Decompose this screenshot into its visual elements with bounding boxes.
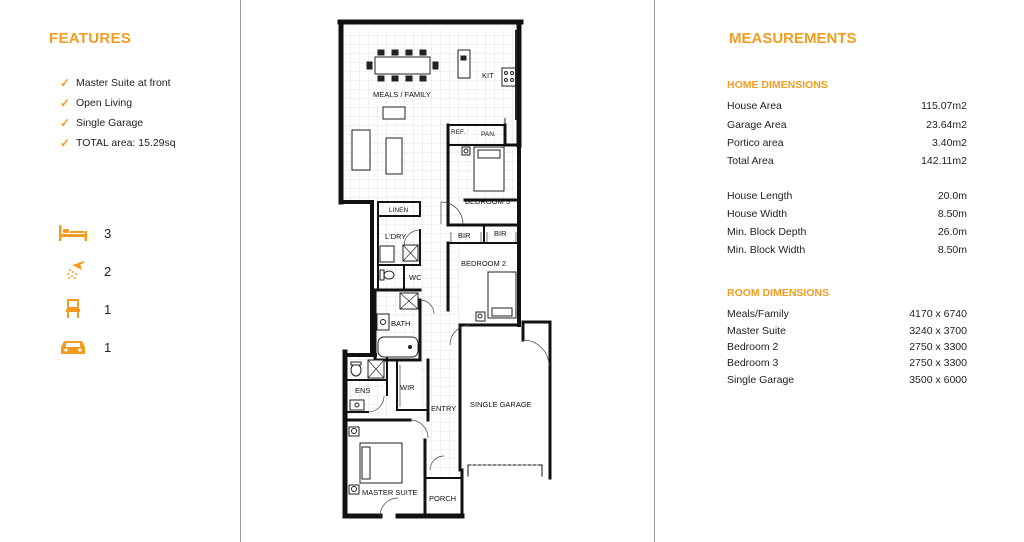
room-dimension-row <box>727 308 967 320</box>
toilets-stat <box>58 298 112 320</box>
bathrooms-count: 2 <box>104 263 112 279</box>
check-icon: ✓ <box>60 76 71 90</box>
feature-label: Open Living <box>76 97 133 109</box>
dimension-label: Bedroom 2 <box>727 341 779 353</box>
home-dimension-row <box>727 208 967 220</box>
dimension-label: Total Area <box>727 155 774 167</box>
bathrooms-stat <box>58 260 112 282</box>
bed-icon <box>58 223 88 243</box>
tiled-floor-hall <box>420 200 460 475</box>
room-label-meals-family: MEALS / FAMILY <box>373 90 431 99</box>
dimension-label: Master Suite <box>727 325 786 337</box>
dimension-value: 23.64m2 <box>926 119 967 131</box>
dimension-label: Garage Area <box>727 119 787 131</box>
features-list <box>60 73 176 153</box>
check-icon: ✓ <box>60 96 71 110</box>
dimension-value: 3500 x 6000 <box>909 374 967 386</box>
room-dimension-row <box>727 374 967 386</box>
left-divider <box>240 0 241 542</box>
bedrooms-stat <box>58 222 112 244</box>
dimension-label: Meals/Family <box>727 308 789 320</box>
room-label-kit: KIT <box>482 71 494 80</box>
home-dimension-row <box>727 119 967 131</box>
feature-item <box>60 113 176 133</box>
dimension-label: House Length <box>727 190 793 202</box>
room-label-wir: WIR <box>400 383 415 392</box>
right-divider <box>654 0 655 542</box>
dimension-value: 2750 x 3300 <box>909 357 967 369</box>
garage-count: 1 <box>104 339 112 355</box>
dimension-value: 142.11m2 <box>921 155 967 167</box>
room-label-ref: REF. <box>451 129 466 136</box>
feature-item <box>60 93 176 113</box>
room-label-porch: PORCH <box>429 494 457 503</box>
room-label-linen: LINEN <box>389 207 409 214</box>
dimension-label: Single Garage <box>727 374 795 386</box>
room-label-ldry: L'DRY <box>385 232 407 241</box>
check-icon: ✓ <box>60 136 71 150</box>
dimension-value: 20.0m <box>937 190 967 202</box>
dimension-label: House Width <box>727 208 788 220</box>
home-dimension-row <box>727 226 967 238</box>
feature-item <box>60 73 176 93</box>
room-label-pan: PAN. <box>481 131 496 138</box>
dimension-value: 115.07m2 <box>921 100 967 112</box>
home-dimensions-title: HOME DIMENSIONS <box>727 79 828 91</box>
bedrooms-count: 3 <box>104 225 112 241</box>
room-dimension-row <box>727 325 967 337</box>
check-icon: ✓ <box>60 116 71 130</box>
room-dimension-row <box>727 341 967 353</box>
feature-label: Single Garage <box>76 117 144 129</box>
room-label-bir-2: BIR <box>494 229 507 238</box>
room-label-bath: BATH <box>391 319 411 328</box>
shower-icon <box>58 261 88 281</box>
feature-label: TOTAL area: 15.29sq <box>76 137 176 149</box>
dimension-value: 8.50m <box>937 208 967 220</box>
home-dimension-row <box>727 155 967 167</box>
dimension-value: 8.50m <box>937 244 967 256</box>
dimension-value: 3240 x 3700 <box>909 325 967 337</box>
features-title: FEATURES <box>49 30 132 47</box>
dimension-value: 3.40m2 <box>931 137 967 149</box>
home-dimension-row <box>727 190 967 202</box>
home-dimension-row <box>727 244 967 256</box>
room-label-master-suite: MASTER SUITE <box>362 488 418 497</box>
home-dimension-row <box>727 137 967 149</box>
toilet-icon <box>58 299 88 319</box>
measurements-title: MEASUREMENTS <box>729 30 857 47</box>
feature-item <box>60 133 176 153</box>
toilets-count: 1 <box>104 301 112 317</box>
floor-plan <box>330 18 560 526</box>
room-label-bir-1: BIR <box>458 231 471 240</box>
room-label-entry: ENTRY <box>431 404 457 413</box>
dimension-value: 2750 x 3300 <box>909 341 967 353</box>
dimension-value: 26.0m <box>937 226 967 238</box>
room-label-bedroom2: BEDROOM 2 <box>461 259 507 268</box>
home-dimension-row <box>727 100 967 112</box>
dimension-label: Portico area <box>727 137 784 149</box>
room-label-wc: WC <box>409 273 422 282</box>
dimension-value: 4170 x 6740 <box>909 308 967 320</box>
car-icon <box>58 337 88 357</box>
dimension-label: Min. Block Width <box>727 244 806 256</box>
room-label-bedroom3: BEDROOM 3 <box>465 197 511 206</box>
room-dimensions-title: ROOM DIMENSIONS <box>727 287 830 299</box>
garage-stat <box>58 336 112 358</box>
dimension-label: Min. Block Depth <box>727 226 807 238</box>
dimension-label: Bedroom 3 <box>727 357 779 369</box>
room-label-single-garage: SINGLE GARAGE <box>470 400 532 409</box>
room-label-ens: ENS <box>355 386 371 395</box>
room-dimension-row <box>727 357 967 369</box>
feature-label: Master Suite at front <box>76 77 171 89</box>
dimension-label: House Area <box>727 100 782 112</box>
